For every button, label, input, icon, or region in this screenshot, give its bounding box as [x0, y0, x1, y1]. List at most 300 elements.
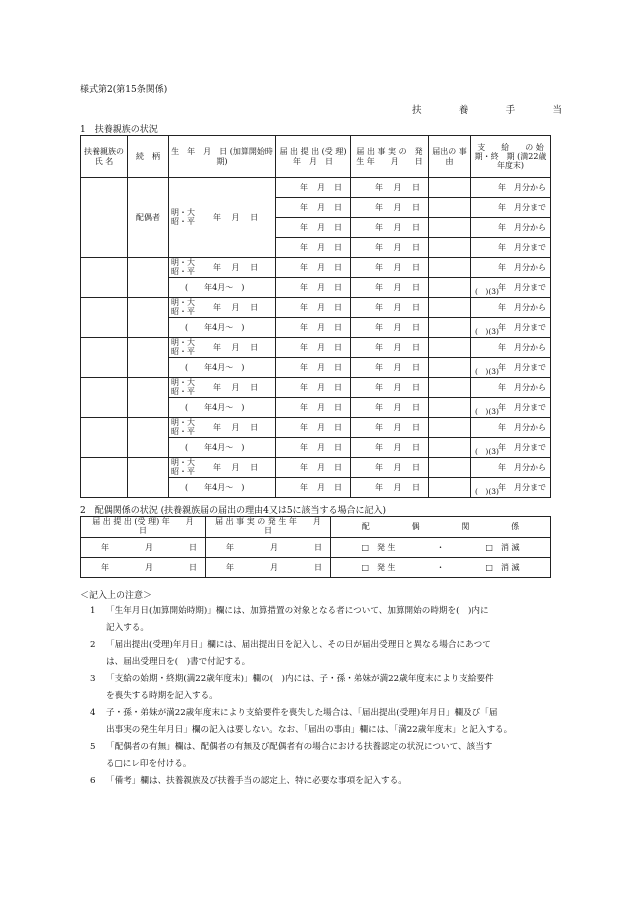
era-top: 明・大	[171, 298, 195, 308]
relation-cell[interactable]	[128, 418, 169, 458]
date-part: 日	[334, 242, 342, 252]
date-part: 年	[213, 342, 221, 352]
pay-period-cell[interactable]	[471, 338, 551, 358]
birth-date-cell[interactable]	[169, 378, 276, 398]
date-part: 年	[300, 202, 308, 212]
date-part: 年	[300, 482, 308, 492]
date-part: 月	[317, 182, 325, 192]
date-part: 月	[393, 362, 402, 372]
reason-cell[interactable]	[429, 398, 471, 418]
addition-start-cell-text: ( 年4月～ )	[185, 282, 245, 292]
date-part: 月	[317, 322, 325, 332]
birth-ymd	[213, 423, 258, 432]
pay-note: ( )(3)	[475, 487, 499, 497]
date-part: 日	[412, 442, 420, 452]
date-cell[interactable]	[276, 198, 351, 218]
pay-note: ( )(3)	[475, 327, 499, 337]
date-part: 月	[317, 462, 325, 472]
date-cell[interactable]	[276, 398, 351, 418]
date-part: 日	[334, 382, 342, 392]
date-part: 日	[412, 462, 420, 472]
note-line1: 「生年月日(加算開始時期)」欄には、加算措置の対象となる者について、加算開始の時期を( )内に	[106, 606, 489, 616]
date-part: 日	[412, 262, 420, 272]
date-part: 日	[412, 282, 420, 292]
date-cell[interactable]	[351, 458, 429, 478]
date-part: 年	[375, 482, 383, 492]
pay-period-cell[interactable]	[471, 378, 551, 398]
birth-ymd	[213, 343, 258, 352]
table-header-row	[81, 136, 551, 178]
date-part: 月	[393, 422, 402, 432]
era-options	[171, 299, 195, 316]
title-char: 扶	[412, 105, 422, 116]
date-part: 月	[317, 282, 325, 292]
reason-cell[interactable]	[429, 478, 471, 498]
date-part: 月	[317, 242, 325, 252]
era-bottom: 昭・平	[171, 426, 195, 436]
date-part: 年	[375, 242, 383, 252]
addition-start-cell-text: ( 年4月～ )	[185, 482, 245, 492]
date-cell[interactable]	[276, 218, 351, 238]
table-row	[81, 338, 551, 358]
pay-period-cell-text: 年 月分まで	[498, 242, 546, 252]
note-line2: る□にレ印を付ける。	[106, 759, 192, 769]
pay-period-cell[interactable]	[471, 298, 551, 318]
date-part: 日	[334, 422, 342, 432]
date-part: 年	[375, 362, 383, 372]
date-part: 日	[250, 422, 259, 432]
addition-start-cell[interactable]	[169, 318, 276, 338]
date-part: 日	[412, 342, 420, 352]
date-part: 月	[145, 562, 153, 572]
addition-start-cell[interactable]	[169, 398, 276, 418]
reason-cell[interactable]	[429, 338, 471, 358]
note-number: 2	[90, 640, 96, 650]
date-cell[interactable]	[81, 538, 206, 558]
pay-period-cell-text: 年 月分から	[498, 462, 546, 472]
note-number: 4	[90, 708, 96, 718]
era-top: 明・大	[171, 458, 195, 468]
date-part: 年	[375, 382, 383, 392]
table-row	[81, 538, 551, 558]
pay-period-cell[interactable]	[471, 458, 551, 478]
dependent-name-cell[interactable]	[81, 258, 128, 298]
date-part: 月	[393, 342, 402, 352]
reason-cell[interactable]	[429, 258, 471, 278]
birth-date-cell[interactable]	[169, 178, 276, 258]
birth-ymd	[213, 213, 258, 222]
note-item	[90, 603, 560, 637]
pay-period-cell[interactable]	[471, 358, 551, 378]
table-row	[81, 558, 551, 578]
era-top: 明・大	[171, 208, 195, 218]
pay-period-cell[interactable]	[471, 478, 551, 498]
date-part: 日	[412, 242, 420, 252]
pay-period-cell[interactable]	[471, 438, 551, 458]
date-part: 日	[334, 322, 342, 332]
note-line1: 「支給の始期・終期(満22歳年度末)」欄の( )内には、子・孫・弟妹が満22歳年度末により支給要件	[106, 674, 494, 684]
pay-period-cell[interactable]	[471, 178, 551, 198]
date-cell[interactable]	[351, 198, 429, 218]
checkbox-option[interactable]: □ 消 滅	[485, 542, 520, 552]
date-cell[interactable]	[351, 398, 429, 418]
date-part: 年	[101, 562, 109, 572]
table-header-row	[81, 517, 551, 538]
pay-period-cell[interactable]	[471, 198, 551, 218]
reason-cell[interactable]	[429, 318, 471, 338]
relation-cell[interactable]	[128, 298, 169, 338]
date-part: 月	[317, 262, 325, 272]
pay-period-cell-text: 年 月分まで	[498, 282, 546, 292]
date-part: 月	[317, 222, 325, 232]
header-reason: 届出の 事 由	[429, 136, 471, 178]
rel-char: 関	[461, 521, 470, 531]
date-part: 年	[213, 422, 221, 432]
spouse-table	[80, 516, 551, 578]
date-part: 日	[334, 402, 342, 412]
header-fact-date: 届 出 事 実 の 発 生 年 月 日	[351, 136, 429, 178]
date-part: 日	[334, 302, 342, 312]
relation-cell[interactable]	[128, 338, 169, 378]
rel-char: 配	[361, 521, 370, 531]
era-bottom: 昭・平	[171, 466, 195, 476]
pay-period-cell-text: 年 月分まで	[498, 202, 546, 212]
date-part: 月	[317, 442, 325, 452]
table-row	[81, 418, 551, 438]
date-cell[interactable]	[276, 358, 351, 378]
addition-start-cell-text: ( 年4月～ )	[185, 322, 245, 332]
dependent-name-cell[interactable]	[81, 178, 128, 258]
date-part: 年	[213, 262, 221, 272]
date-part: 日	[250, 382, 259, 392]
date-part: 月	[270, 562, 278, 572]
birth-date-cell[interactable]	[169, 458, 276, 478]
date-part: 日	[412, 402, 420, 412]
table-row	[81, 298, 551, 318]
note-item	[90, 773, 560, 790]
date-cell[interactable]	[276, 318, 351, 338]
reason-cell[interactable]	[429, 458, 471, 478]
pay-period-cell-text: 年 月分まで	[498, 322, 546, 332]
date-cell[interactable]	[276, 418, 351, 438]
date-part: 年	[300, 182, 308, 192]
reason-cell[interactable]	[429, 218, 471, 238]
rel-char: 偶	[411, 521, 420, 531]
relation-status-cell[interactable]	[331, 538, 551, 558]
date-cell[interactable]	[351, 238, 429, 258]
date-part: 月	[393, 302, 402, 312]
reason-cell[interactable]	[429, 378, 471, 398]
t2-header-fact: 届 出 事 実 の 発 生 年 月 日	[206, 517, 331, 538]
era-options	[171, 419, 195, 436]
checkbox-option[interactable]: □ 発 生	[361, 542, 396, 552]
date-part: 日	[334, 442, 342, 452]
date-cell[interactable]	[276, 178, 351, 198]
note-line2: を喪失する時期を記入する。	[106, 691, 218, 701]
date-part: 日	[412, 362, 420, 372]
addition-start-cell-text: ( 年4月～ )	[185, 362, 245, 372]
date-part: 月	[393, 462, 402, 472]
relation-cell[interactable]	[128, 258, 169, 298]
t2-header-filed: 届 出 提 出 (受 理) 年 月 日	[81, 517, 206, 538]
era-bottom: 昭・平	[171, 346, 195, 356]
reason-cell[interactable]	[429, 238, 471, 258]
date-part: 日	[334, 482, 342, 492]
dependent-name-cell[interactable]	[81, 418, 128, 458]
date-part: 月	[393, 242, 402, 252]
addition-start-cell-text: ( 年4月～ )	[185, 442, 245, 452]
date-cell[interactable]	[351, 378, 429, 398]
date-part: 日	[334, 462, 342, 472]
date-part: 月	[317, 422, 325, 432]
header-name: 扶養親族の 氏 名	[81, 136, 128, 178]
date-cell[interactable]	[351, 318, 429, 338]
date-part: 年	[375, 322, 383, 332]
title-char: 養	[458, 105, 469, 116]
date-part: 日	[334, 362, 342, 372]
pay-period-cell-text: 年 月分から	[498, 222, 546, 232]
date-part: 年	[300, 402, 308, 412]
reason-cell[interactable]	[429, 278, 471, 298]
note-line1: 「届出提出(受理)年月日」欄には、届出提出日を記入し、その日が届出受理日と異なる場合にあつて	[106, 640, 491, 650]
pay-note: ( )(3)	[475, 447, 499, 457]
date-part: 日	[412, 302, 420, 312]
birth-date-cell[interactable]	[169, 298, 276, 318]
date-part: 日	[314, 542, 322, 552]
date-part: 日	[412, 202, 420, 212]
date-cell[interactable]	[81, 558, 206, 578]
era-bottom: 昭・平	[171, 386, 195, 396]
date-cell[interactable]	[276, 438, 351, 458]
date-cell[interactable]	[276, 258, 351, 278]
date-cell[interactable]	[351, 178, 429, 198]
date-part: 月	[393, 282, 402, 292]
date-part: 日	[334, 262, 342, 272]
reason-cell[interactable]	[429, 298, 471, 318]
relation-cell[interactable]	[128, 378, 169, 418]
header-birth: 生 年 月 日 (加算開始時期)	[169, 136, 276, 178]
dependent-name-cell[interactable]	[81, 458, 128, 498]
date-part: 日	[412, 482, 420, 492]
date-cell[interactable]	[206, 538, 331, 558]
date-cell[interactable]	[276, 278, 351, 298]
pay-period-cell[interactable]	[471, 278, 551, 298]
birth-date-cell[interactable]	[169, 338, 276, 358]
date-part: 月	[317, 202, 325, 212]
date-cell[interactable]	[351, 338, 429, 358]
date-part: 日	[189, 562, 197, 572]
date-part: 年	[226, 562, 234, 572]
date-cell[interactable]	[351, 218, 429, 238]
date-cell[interactable]	[351, 438, 429, 458]
date-part: 月	[231, 342, 240, 352]
date-part: 月	[231, 382, 240, 392]
date-cell[interactable]	[276, 478, 351, 498]
reason-cell[interactable]	[429, 418, 471, 438]
note-number: 5	[90, 742, 96, 752]
date-cell[interactable]	[351, 358, 429, 378]
date-part: 月	[317, 482, 325, 492]
date-part: 年	[300, 382, 308, 392]
date-part: 年	[101, 542, 109, 552]
date-part: 年	[300, 222, 308, 232]
era-top: 明・大	[171, 258, 195, 268]
header-relation: 続 柄	[128, 136, 169, 178]
date-part: 月	[317, 302, 325, 312]
table-row	[81, 458, 551, 478]
reason-cell[interactable]	[429, 438, 471, 458]
date-part: 月	[393, 322, 402, 332]
date-part: 月	[393, 222, 402, 232]
date-part: 年	[375, 442, 383, 452]
date-part: 年	[213, 302, 221, 312]
addition-start-cell[interactable]	[169, 278, 276, 298]
date-part: 年	[375, 282, 383, 292]
date-cell[interactable]	[276, 338, 351, 358]
note-item	[90, 739, 560, 773]
date-part: 月	[270, 542, 278, 552]
section2-title: 2 配偶関係の状況 (扶養親族届の届出の理由4又は5に該当する場合に記入)	[80, 506, 387, 516]
date-part: 月	[231, 462, 240, 472]
relation-status-cell[interactable]	[331, 558, 551, 578]
date-part: 年	[300, 262, 308, 272]
t2-header-relation	[331, 517, 551, 538]
date-part: 年	[375, 262, 383, 272]
note-item	[90, 705, 560, 739]
pay-period-cell[interactable]	[471, 318, 551, 338]
date-cell[interactable]	[351, 418, 429, 438]
separator: ・	[436, 562, 445, 572]
addition-start-cell[interactable]	[169, 358, 276, 378]
date-cell[interactable]	[351, 298, 429, 318]
pay-period-cell[interactable]	[471, 238, 551, 258]
date-cell[interactable]	[351, 478, 429, 498]
pay-period-cell-text: 年 月分まで	[498, 362, 546, 372]
pay-period-cell-text: 年 月分から	[498, 342, 546, 352]
document-title	[412, 102, 562, 116]
dependent-name-cell[interactable]	[81, 338, 128, 378]
date-part: 年	[375, 422, 383, 432]
birth-date-cell[interactable]	[169, 418, 276, 438]
date-part: 年	[300, 442, 308, 452]
pay-period-cell-text: 年 月分から	[498, 422, 546, 432]
reason-cell[interactable]	[429, 178, 471, 198]
date-part: 月	[145, 542, 153, 552]
section1-title: 1 扶養親族の状況	[80, 125, 158, 135]
addition-start-cell[interactable]	[169, 478, 276, 498]
title-char: 当	[552, 105, 562, 116]
note-number: 3	[90, 674, 96, 684]
pay-period-cell-text: 年 月分まで	[498, 442, 546, 452]
date-part: 日	[250, 262, 259, 272]
date-part: 年	[213, 212, 221, 222]
date-part: 月	[317, 402, 325, 412]
pay-period-cell[interactable]	[471, 258, 551, 278]
notes-title: ＜記入上の注意＞	[80, 591, 153, 601]
date-part: 月	[393, 382, 402, 392]
pay-period-cell[interactable]	[471, 398, 551, 418]
era-top: 明・大	[171, 418, 195, 428]
pay-period-cell[interactable]	[471, 418, 551, 438]
era-options	[171, 339, 195, 356]
birth-ymd	[213, 463, 258, 472]
form-label: 様式第2(第15条関係)	[80, 85, 168, 95]
date-part: 月	[231, 212, 240, 222]
checkbox-option[interactable]: □ 消 滅	[485, 562, 520, 572]
header-pay-period: 支 給 の 始 期・終 期 (満22歳年度末)	[471, 136, 551, 178]
date-part: 年	[300, 362, 308, 372]
title-char: 手	[505, 105, 516, 116]
date-part: 年	[213, 462, 221, 472]
date-part: 日	[314, 562, 322, 572]
addition-start-cell-text: ( 年4月～ )	[185, 402, 245, 412]
reason-cell[interactable]	[429, 358, 471, 378]
pay-note: ( )(3)	[475, 367, 499, 377]
note-item	[90, 637, 560, 671]
dependent-name-cell[interactable]	[81, 378, 128, 418]
table-row	[81, 258, 551, 278]
era-options	[171, 209, 195, 226]
note-item	[90, 671, 560, 705]
date-part: 日	[250, 342, 259, 352]
date-part: 月	[393, 442, 402, 452]
birth-date-cell[interactable]	[169, 258, 276, 278]
pay-period-cell[interactable]	[471, 218, 551, 238]
relation-cell[interactable]	[128, 458, 169, 498]
pay-period-cell-text: 年 月分まで	[498, 482, 546, 492]
date-cell[interactable]	[351, 278, 429, 298]
date-cell[interactable]	[351, 258, 429, 278]
separator: ・	[436, 542, 445, 552]
date-part: 年	[375, 302, 383, 312]
pay-period-cell-text: 年 月分から	[498, 302, 546, 312]
date-part: 月	[231, 422, 240, 432]
date-cell[interactable]	[276, 378, 351, 398]
dependents-table	[80, 135, 551, 498]
checkbox-option[interactable]: □ 発 生	[361, 562, 396, 572]
date-cell[interactable]	[276, 238, 351, 258]
dependent-name-cell[interactable]	[81, 298, 128, 338]
birth-ymd	[213, 263, 258, 272]
date-cell[interactable]	[276, 298, 351, 318]
era-top: 明・大	[171, 378, 195, 388]
pay-note: ( )(3)	[475, 287, 499, 297]
note-line2: 出事実の発生年月日」欄の記入は要しない。なお、「届出の事由」欄には、「満22歳年度末」と記入する。	[106, 725, 513, 735]
table-row	[81, 178, 551, 198]
date-part: 年	[300, 462, 308, 472]
date-part: 月	[317, 342, 325, 352]
date-part: 日	[412, 222, 420, 232]
note-line1: 「配偶者の有無」欄は、配偶者の有無及び配偶者有の場合における扶養認定の状況について、該当す	[106, 742, 493, 752]
relation-cell-text: 配偶者	[136, 212, 160, 222]
date-cell[interactable]	[206, 558, 331, 578]
era-top: 明・大	[171, 338, 195, 348]
era-bottom: 昭・平	[171, 216, 195, 226]
pay-period-cell-text: 年 月分から	[498, 262, 546, 272]
date-part: 年	[375, 462, 383, 472]
addition-start-cell[interactable]	[169, 438, 276, 458]
relation-cell[interactable]	[128, 178, 169, 258]
reason-cell[interactable]	[429, 198, 471, 218]
date-part: 日	[334, 202, 342, 212]
date-part: 日	[250, 462, 259, 472]
era-options	[171, 379, 195, 396]
date-cell[interactable]	[276, 458, 351, 478]
date-part: 日	[334, 222, 342, 232]
date-part: 月	[393, 402, 402, 412]
date-part: 日	[334, 182, 342, 192]
date-part: 年	[300, 422, 308, 432]
